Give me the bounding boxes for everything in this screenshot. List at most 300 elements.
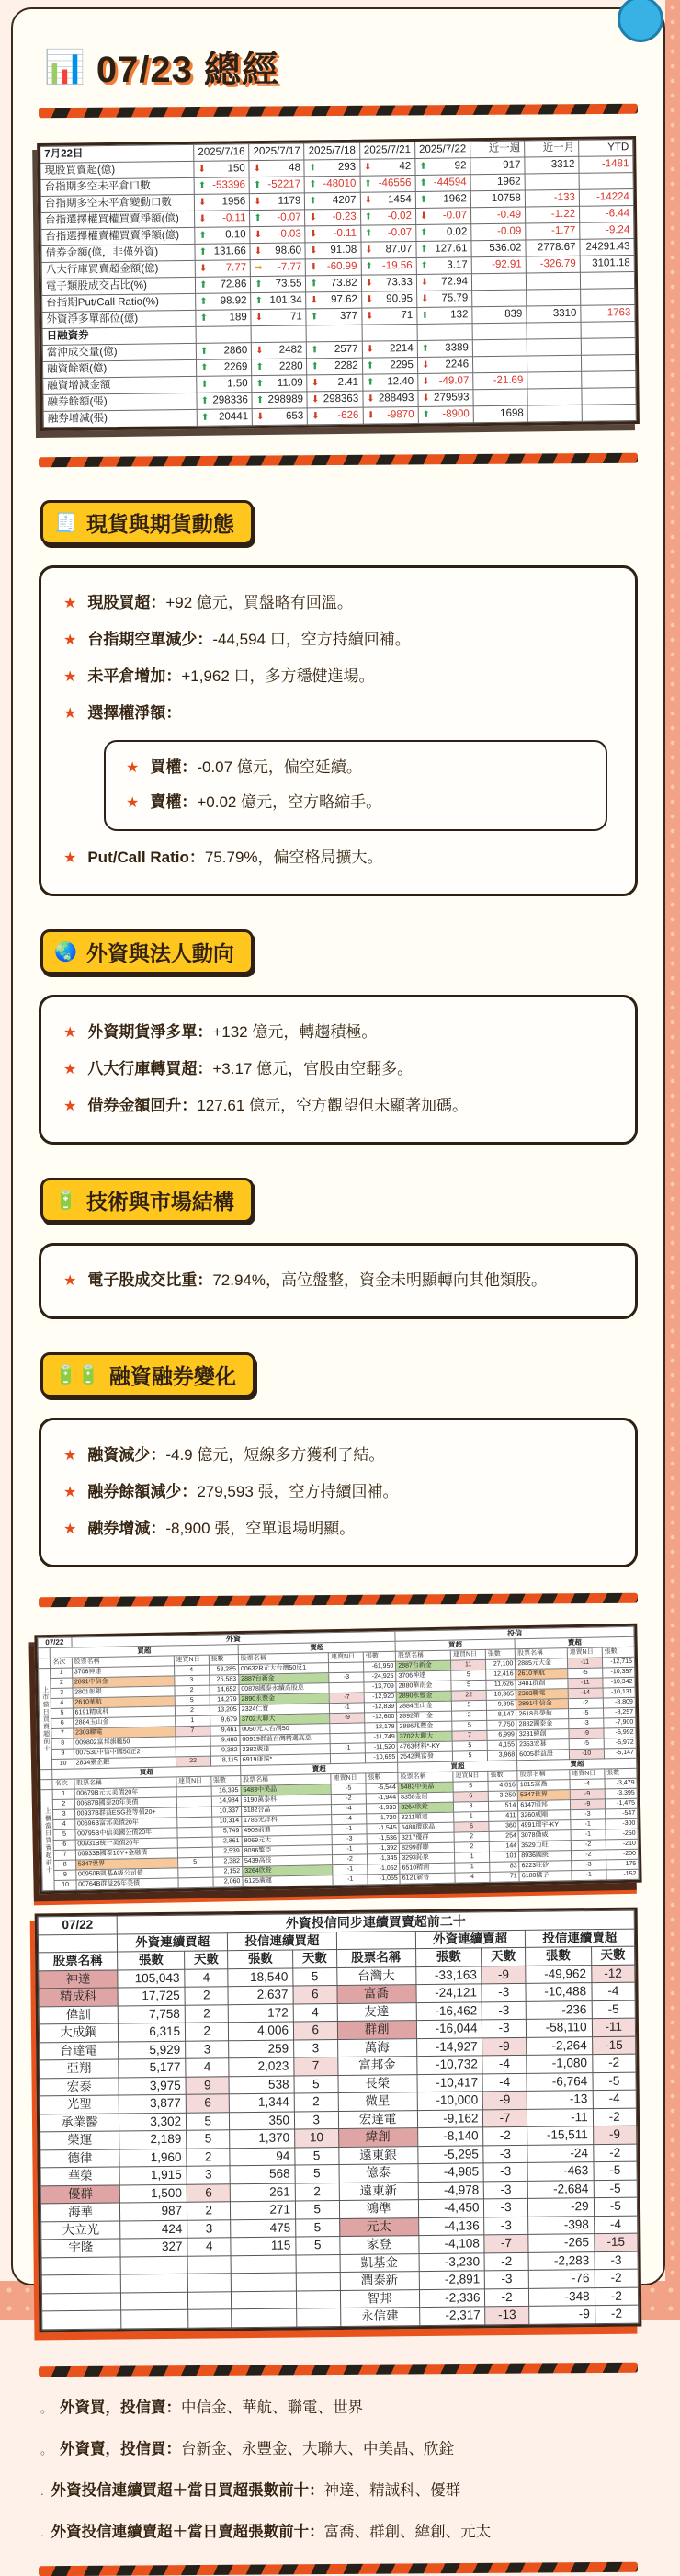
metric-value: -19.56 (381, 260, 413, 272)
metric-value: 92 (454, 160, 467, 172)
streak-cell: -9 (570, 1799, 605, 1810)
metric-value: -626 (337, 409, 359, 422)
stock-name-cell: 00764B群益25年美債 (76, 1878, 178, 1890)
bullet-label: 選擇權淨額： (87, 704, 182, 722)
stock-name-cell: 遠東新 (339, 2182, 418, 2200)
rank-cell: 7 (54, 1850, 75, 1860)
metric-value: 87.07 (385, 244, 413, 256)
metric-value-cell (196, 326, 251, 344)
column-header: 連賣N日 (570, 1769, 605, 1780)
metric-value: 73.82 (330, 277, 357, 290)
streak-cell: 5 (177, 1857, 212, 1868)
streak-cell: 2 (175, 1705, 210, 1716)
column-header: 連賣N日 (328, 1652, 363, 1663)
group-foreign-header: 外資 (72, 1631, 396, 1647)
shares-cell: -11,749 (365, 1732, 397, 1743)
rank-cell: 10 (54, 1880, 75, 1890)
days-cell: 5 (296, 2218, 340, 2237)
column-header: 股票名稱 (517, 1770, 570, 1781)
stock-name-cell: 台灣大 (336, 1966, 415, 1985)
stock-name-cell: 6510精測 (400, 1863, 455, 1874)
metric-value: 11.09 (277, 377, 303, 389)
days-cell: -3 (484, 2217, 528, 2235)
shares-cell: 7,758 (118, 2005, 185, 2023)
decor-blue-circle (618, 0, 663, 42)
shares-cell: 5,749 (211, 1827, 241, 1838)
metric-value-cell (195, 227, 250, 245)
metric-value: 298336 (212, 394, 248, 406)
metric-value-cell (305, 225, 360, 243)
days-cell: 4 (185, 1968, 229, 1987)
blank (40, 1779, 53, 1789)
rank-cell: 9 (54, 1870, 75, 1880)
streak-cell (176, 1817, 211, 1828)
metric-label: 台指選擇權買權買賣淨額(億) (41, 211, 195, 229)
bullet-text (87, 593, 353, 613)
shares-cell: 71 (490, 1872, 519, 1883)
shares-cell: 9,395 (486, 1700, 516, 1711)
down-arrow-icon: ⬇ (254, 246, 263, 257)
up-arrow-icon: ⬆ (254, 213, 262, 224)
shares-cell: 360 (489, 1821, 518, 1832)
buy-header: 買超 (51, 1645, 239, 1658)
down-arrow-icon: ⬇ (365, 245, 373, 256)
stock-name-cell: 00679B元大美債20年 (74, 1787, 176, 1799)
down-arrow-icon: ⬇ (198, 164, 207, 175)
note-bullet-icon: 。 (40, 2400, 53, 2415)
streak-cell: -1 (332, 1844, 367, 1855)
stock-name-cell: 元太 (339, 2217, 418, 2236)
shares-cell: -16,044 (416, 2020, 482, 2038)
shares-cell: 14,652 (210, 1685, 239, 1696)
star-bullet-icon: ★ (126, 760, 140, 776)
daily-top10-table (37, 1626, 639, 1891)
metric-value: 0.10 (225, 229, 246, 241)
shares-cell: -1,080 (527, 2055, 593, 2073)
foreign-buy-header: 外資連續買超 (117, 1932, 227, 1952)
metric-value-cell (305, 209, 360, 226)
column-header: 股票名稱 (72, 1656, 174, 1668)
shares-cell: -2,317 (419, 2307, 485, 2325)
shares-cell: -265 (528, 2234, 595, 2252)
metric-value: -326.79 (539, 257, 576, 270)
stock-name-cell: 5347世界 (75, 1858, 177, 1870)
stock-name-cell: 8096擎亞 (242, 1845, 333, 1857)
metric-value-cell (527, 371, 582, 389)
metric-value: 131.66 (213, 245, 246, 257)
stock-name-cell: 6180橘子 (519, 1871, 572, 1882)
metric-value-cell (415, 175, 470, 192)
metric-value-cell (473, 389, 527, 406)
metric-value-cell (197, 376, 252, 393)
streak-cell: -5 (568, 1708, 603, 1719)
note-item (40, 2523, 636, 2542)
column-header: 連賣N日 (331, 1773, 366, 1784)
days-cell (296, 2254, 340, 2273)
shares-cell: 254 (489, 1831, 518, 1842)
streak-cell (176, 1736, 210, 1747)
down-arrow-icon: ⬇ (198, 197, 207, 208)
star-bullet-icon: ★ (63, 633, 77, 648)
bullet-label: 外資期貨淨多單： (87, 1023, 213, 1041)
down-arrow-icon: ⬇ (312, 411, 320, 422)
metric-value: 2482 (278, 344, 303, 356)
metric-label: 台指期多空未平倉口數 (40, 177, 194, 196)
days-cell: 5 (293, 1967, 337, 1986)
days-cell: 7 (294, 2057, 338, 2076)
date-column-header: 近一週 (470, 141, 525, 158)
shares-cell: 259 (229, 2040, 294, 2058)
streak-cell: -1 (333, 1875, 368, 1886)
metric-value-cell (526, 222, 580, 240)
streak-cell: 7 (452, 1730, 487, 1741)
shares-cell (232, 2290, 297, 2308)
note-value: 中信金、華航、聯電、世界 (181, 2399, 364, 2416)
streak-cell: 2 (454, 1831, 489, 1842)
column-header: 張數 (485, 1649, 515, 1660)
streak-cell: -1 (572, 1870, 606, 1881)
metric-value-cell (252, 359, 307, 376)
metric-value: -52217 (267, 178, 301, 190)
stock-name-cell: 潤泰新 (340, 2272, 419, 2290)
metric-value-cell (472, 306, 527, 324)
stock-name-cell: 8936國統 (519, 1851, 572, 1862)
metric-value-cell (416, 241, 471, 258)
stock-name-cell: 6919康霈* (240, 1754, 331, 1766)
metric-value-cell (526, 256, 580, 273)
up-arrow-icon: ⬆ (199, 279, 208, 291)
days-cell: -9 (482, 2037, 527, 2056)
shares-cell: 568 (230, 2165, 295, 2183)
band-side-label: 上市當日買賣超前十 (39, 1668, 53, 1769)
down-arrow-icon: ⬇ (421, 359, 430, 370)
metric-label: 現股買賣超(億) (40, 161, 194, 179)
shares-cell: 538 (229, 2076, 294, 2094)
down-arrow-icon: ⬇ (255, 313, 264, 324)
days-cell: 5 (296, 2236, 340, 2254)
stock-name-cell: 海華 (40, 2203, 119, 2221)
shares-cell: -1,055 (368, 1874, 400, 1885)
metric-value: -6.44 (605, 208, 630, 220)
streak-cell: 5 (451, 1670, 486, 1681)
metric-value-cell (306, 308, 361, 325)
metric-value: -0.23 (332, 211, 357, 223)
metric-value-cell (196, 277, 251, 294)
stock-name-cell: 3702大聯大 (239, 1714, 330, 1726)
metric-value-cell (580, 239, 634, 256)
shares-cell: 144 (489, 1841, 518, 1852)
shares-cell: -16,462 (416, 2001, 482, 2020)
streak-cell: 5 (452, 1740, 487, 1751)
star-bullet-icon: ★ (63, 706, 77, 722)
bullet-label: 八大行庫轉買超： (87, 1060, 213, 1077)
shares-cell: -12,839 (364, 1702, 396, 1713)
streak-cell: -1 (333, 1864, 368, 1875)
page-title: 07/23 總經 (96, 50, 280, 90)
metric-value-cell (581, 355, 635, 372)
shares-cell: -5,544 (366, 1783, 398, 1794)
shares-cell: 10,337 (211, 1807, 241, 1818)
streak-cell: -2 (571, 1850, 606, 1861)
bullet-text (150, 758, 361, 778)
streak-cell: -10 (569, 1749, 604, 1760)
metric-value: -0.07 (442, 210, 468, 222)
stock-name-cell: 華榮 (40, 2167, 119, 2185)
metric-value-cell (305, 176, 360, 193)
divider-stripe (39, 453, 638, 468)
bullet-item (63, 1059, 613, 1080)
section-title: 現貨與期貨動態 (85, 512, 234, 536)
metric-value: 72.94 (441, 276, 469, 288)
metric-value-cell (251, 309, 306, 326)
date-column-header: 2025/7/17 (249, 143, 304, 161)
metric-value-cell (470, 174, 525, 191)
days-cell: -9 (593, 2126, 637, 2144)
metric-value: 2269 (223, 361, 248, 373)
streak-cell: -1 (332, 1824, 367, 1835)
stock-name-cell: 4908前鼎 (242, 1825, 333, 1837)
rank-cell: 3 (51, 1688, 72, 1698)
metric-value: 2280 (278, 360, 303, 372)
column-header: 張數 (363, 1651, 395, 1662)
up-arrow-icon: ⬆ (199, 296, 208, 307)
stock-name-cell: 6125廣運 (243, 1875, 334, 1887)
streak-cell: -2 (571, 1840, 606, 1851)
rank-cell: 1 (51, 1668, 72, 1678)
shares-cell: -10,000 (417, 2092, 483, 2110)
days-cell: 6 (187, 2183, 231, 2202)
metric-value: 279593 (434, 392, 470, 404)
metric-value: -21.69 (493, 374, 524, 386)
metric-value: 2214 (390, 343, 414, 355)
days-cell: -5 (594, 2161, 638, 2180)
days-cell: -3 (482, 2001, 527, 2020)
metric-value-cell (527, 338, 581, 356)
metric-value-cell (305, 192, 360, 210)
days-cell (187, 2255, 232, 2274)
shares-cell: 10,314 (211, 1817, 241, 1828)
metric-value: 293 (337, 161, 357, 173)
metric-value: 377 (339, 310, 358, 322)
streak-cell: 2 (454, 1841, 489, 1852)
metric-value-cell (579, 206, 633, 223)
shares-cell: -13 (527, 2091, 593, 2109)
metric-value-cell (194, 161, 249, 178)
metric-value-cell (417, 340, 472, 358)
metric-value-cell (473, 372, 527, 390)
sub-bullet-box (104, 740, 607, 831)
stock-name-cell: 3211順達 (399, 1812, 454, 1823)
bullet-item (63, 630, 613, 651)
down-arrow-icon: ⬇ (255, 346, 264, 357)
bullet-label: 未平倉增加： (87, 667, 182, 685)
column-header: 張數 (118, 1951, 185, 1969)
bullet-value: +92 億元，買盤略有回溫。 (165, 594, 353, 611)
column-header: 名次 (51, 1658, 72, 1668)
right-arrow-icon: ➡ (255, 263, 263, 274)
streak-cell: -4 (332, 1814, 367, 1825)
metric-value: 189 (229, 312, 247, 324)
up-arrow-icon: ⬆ (308, 163, 317, 174)
metric-value: -0.11 (333, 227, 357, 240)
up-arrow-icon: ⬆ (200, 379, 209, 390)
shares-cell: -1,720 (367, 1813, 399, 1824)
stock-name-cell: 5483中美晶 (241, 1784, 332, 1796)
buy-header: 買超 (52, 1766, 241, 1780)
metric-value-cell (306, 291, 361, 309)
streak-cell: -5 (569, 1738, 604, 1750)
streak-cell (329, 1662, 364, 1673)
metric-value-cell (525, 173, 579, 190)
stock-name-cell: 2890永豐金 (239, 1693, 330, 1705)
shares-cell: 4,155 (487, 1740, 516, 1751)
metric-value-cell (527, 289, 581, 306)
metric-value: -8900 (442, 408, 470, 420)
metric-value-cell (252, 375, 307, 393)
up-arrow-icon: ⬆ (255, 296, 263, 307)
stock-name-cell: 2887台新金 (239, 1673, 330, 1685)
metric-value: 20441 (219, 411, 249, 423)
metric-value-cell (525, 156, 579, 174)
stock-name-cell: 6005群益證 (517, 1750, 570, 1761)
streak-cell: 11 (451, 1659, 486, 1670)
shares-cell: 2,152 (212, 1867, 242, 1878)
section-icon: 🌏 (54, 942, 77, 963)
streak-cell: -1 (571, 1819, 606, 1830)
down-arrow-icon: ⬇ (309, 245, 318, 256)
stock-name-cell: 2353宏碁 (516, 1739, 569, 1750)
metric-value-cell (361, 274, 416, 291)
sell-header: 賣超 (517, 1758, 637, 1770)
streak-cell (331, 1753, 366, 1764)
note-item (40, 2481, 636, 2501)
metric-value-cell (362, 373, 417, 391)
up-arrow-icon: ⬆ (200, 395, 210, 406)
up-arrow-icon: ⬆ (364, 228, 373, 239)
days-cell: -3 (595, 2251, 639, 2270)
shares-cell: -9,162 (417, 2109, 483, 2127)
star-bullet-icon: ★ (63, 1273, 77, 1289)
shares-cell: 271 (231, 2201, 296, 2219)
shares-cell: -4,450 (418, 2199, 484, 2217)
streak-cell: -1 (330, 1703, 365, 1714)
shares-cell: 14,984 (211, 1796, 241, 1807)
sync-top20-table (38, 1910, 640, 2330)
shares-cell: 2,382 (212, 1857, 242, 1868)
days-cell: 5 (294, 2075, 338, 2093)
stock-name-cell: 3706神達 (72, 1666, 174, 1678)
note-bullet-icon: 。 (40, 2442, 53, 2456)
shares-cell: 987 (120, 2202, 187, 2220)
metric-value: 48 (289, 162, 301, 174)
metric-value-cell (195, 211, 250, 228)
metric-value-cell (307, 325, 362, 342)
stock-name-cell: 8299群聯 (400, 1842, 455, 1853)
streak-cell: -3 (569, 1718, 604, 1729)
metric-value-cell (582, 371, 636, 389)
metric-value-cell (471, 256, 526, 274)
stock-name-cell: 德律 (40, 2149, 119, 2167)
streak-cell: -5 (331, 1784, 366, 1795)
up-arrow-icon: ⬆ (419, 177, 427, 188)
bullet-text (150, 792, 381, 813)
shares-cell: -14,927 (416, 2037, 482, 2056)
section-title: 融資融券變化 (108, 1364, 236, 1388)
section-box (39, 995, 638, 1145)
shares-cell: -3,479 (605, 1778, 637, 1789)
streak-cell (176, 1786, 211, 1797)
shares-cell: 350 (230, 2111, 295, 2129)
blank (38, 1658, 51, 1668)
metric-value-cell (251, 292, 306, 310)
column-header: 股票名稱 (241, 1774, 332, 1786)
up-arrow-icon: ⬆ (255, 378, 265, 390)
metric-value: -46556 (378, 177, 412, 189)
metric-label: 融資餘額(億) (43, 359, 197, 378)
metric-value-cell (417, 357, 472, 374)
days-cell: -2 (593, 2108, 637, 2126)
stock-name-cell: 6191精成科 (73, 1706, 175, 1718)
streak-cell: 4 (174, 1665, 209, 1676)
up-arrow-icon: ⬆ (310, 312, 319, 323)
metric-value-cell (307, 391, 362, 408)
stock-name-cell: 2610華航 (516, 1669, 568, 1680)
metric-value-cell (416, 291, 471, 308)
title-row (44, 40, 640, 93)
metric-value: -1.77 (551, 224, 576, 237)
metric-value: -133 (553, 191, 575, 204)
metric-value-cell (416, 274, 471, 291)
note-value: 神達、精誠科、優群 (323, 2481, 461, 2499)
shares-cell: 3,975 (119, 2077, 186, 2095)
metric-value: 3389 (445, 342, 469, 354)
metric-value-cell (360, 208, 415, 225)
metric-value-cell (582, 405, 636, 422)
note-text (60, 2399, 363, 2418)
days-cell: 2 (187, 2148, 231, 2166)
streak-cell: -3 (332, 1834, 367, 1845)
metric-value: 2778.67 (537, 241, 576, 254)
down-arrow-icon: ⬇ (254, 230, 263, 241)
streak-cell: 6 (453, 1791, 488, 1802)
sell-header: 賣超 (240, 1762, 398, 1775)
shares-cell: -49,962 (526, 1965, 592, 1983)
days-cell: 3 (187, 2219, 232, 2238)
days-cell: 2 (294, 2093, 338, 2112)
metric-value-cell (307, 358, 362, 375)
metric-value: 1179 (278, 195, 301, 207)
up-arrow-icon: ⬆ (253, 180, 262, 191)
shares-cell: -24,121 (416, 1984, 482, 2002)
stock-name-cell: 0050元大台灣50 (240, 1724, 331, 1736)
bullet-item (63, 1271, 613, 1292)
column-header: 張數 (209, 1655, 238, 1666)
metric-value-cell (361, 241, 416, 258)
down-arrow-icon: ⬇ (367, 410, 375, 421)
metric-label: 融券增減(張) (43, 409, 197, 427)
streak-cell: 5 (452, 1750, 487, 1761)
metric-value-cell (415, 191, 470, 209)
stock-name-cell: 榮運 (40, 2131, 119, 2149)
shares-cell: 475 (231, 2218, 296, 2237)
stock-name-cell: 2382廣達 (240, 1744, 331, 1756)
days-cell: -12 (591, 1965, 635, 1983)
stock-name-cell: 2890永豐金 (396, 1691, 451, 1702)
streak-cell: 3 (454, 1801, 489, 1812)
shares-cell: 2,539 (212, 1847, 242, 1858)
days-cell: 3 (294, 2039, 338, 2057)
metric-value: 24291.43 (585, 241, 630, 253)
